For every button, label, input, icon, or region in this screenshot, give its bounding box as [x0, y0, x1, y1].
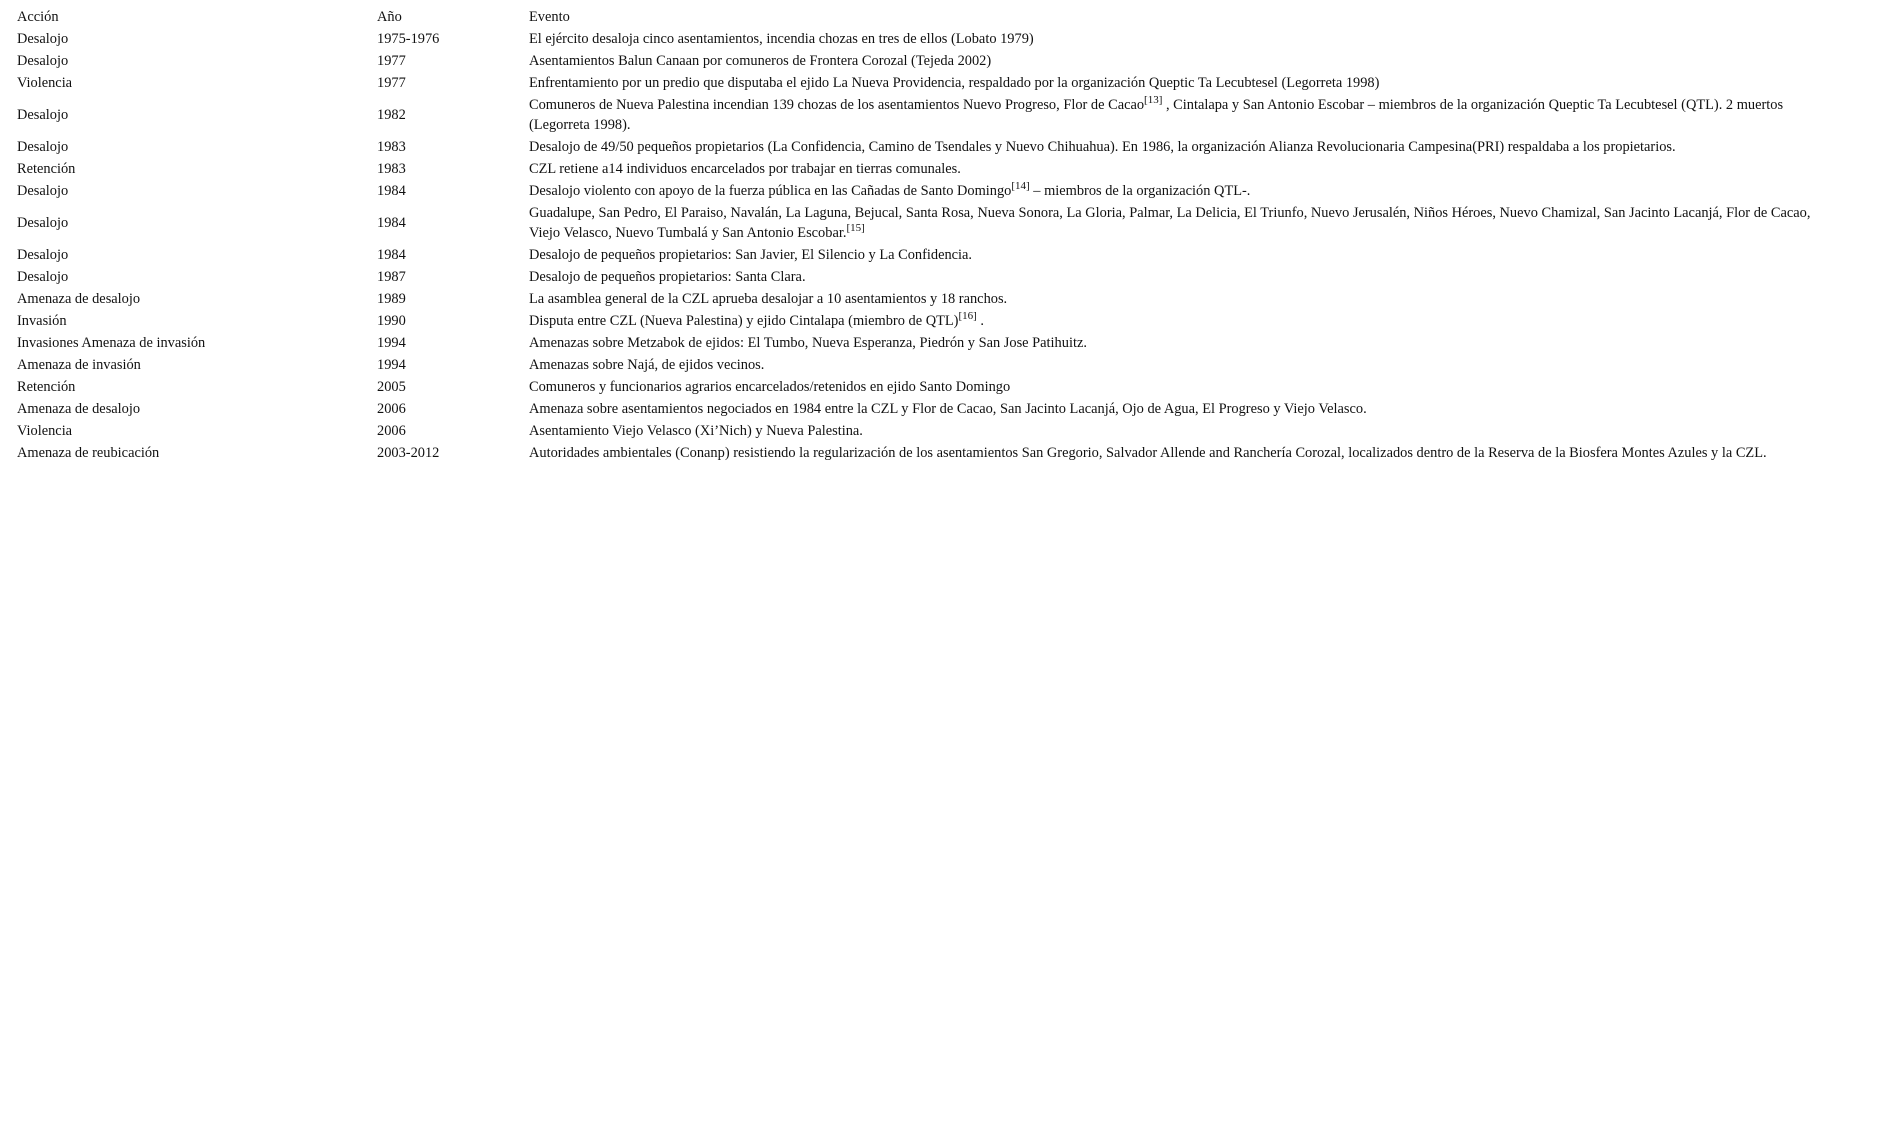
- cell-accion: Invasiones Amenaza de invasión: [17, 335, 206, 351]
- cell-evento: [525, 136, 1823, 158]
- table-row: [13, 94, 1823, 136]
- cell-anio: 2003-2012: [377, 445, 440, 461]
- cell-accion: Desalojo: [17, 215, 69, 231]
- table-row: [13, 158, 1823, 180]
- cell-accion: Desalojo: [17, 139, 69, 155]
- cell-accion: Amenaza de reubicación: [17, 445, 160, 461]
- evento-text: Desalojo de pequeños propietarios: Santa Clara.: [529, 269, 806, 285]
- cell-accion: Retención: [17, 379, 76, 395]
- cell-anio: 1983: [377, 161, 406, 177]
- evento-text: Enfrentamiento por un predio que disputaba el ejido La Nueva Providencia, respaldado por la organización Queptic Ta Lecubtesel (Legorreta 1998): [529, 75, 1380, 91]
- evento-text: Desalojo de 49/50 pequeños propietarios (La Confidencia, Camino de Tsendales y Nuevo Chihuahua). En 1986, la organización Alianza Revolucionaria Campesina(PRI) respaldaba a los propietarios.: [529, 139, 1676, 155]
- cell-accion: Desalojo: [17, 53, 69, 69]
- evento-text: Autoridades ambientales (Conanp) resistiendo la regularización de los asentamientos San Gregorio, Salvador Allende and Ranchería Corozal, localizados dentro de la Reserva de la Biosfera Montes Azules y la CZL.: [529, 445, 1767, 461]
- cell-accion: Amenaza de desalojo: [17, 401, 141, 417]
- table-row: [13, 180, 1823, 202]
- column-header-anio: Año: [377, 9, 402, 25]
- cell-accion: Desalojo: [17, 247, 69, 263]
- events-table: [13, 6, 1823, 464]
- evento-text: Disputa entre CZL (Nueva Palestina) y ejido Cintalapa (miembro de QTL): [529, 313, 959, 329]
- table-row: [13, 376, 1823, 398]
- table-row: [13, 420, 1823, 442]
- cell-accion: Amenaza de desalojo: [17, 291, 141, 307]
- cell-accion: Desalojo: [17, 31, 69, 47]
- cell-evento: [525, 288, 1823, 310]
- cell-anio: 1984: [377, 215, 406, 231]
- cell-accion: Desalojo: [17, 183, 69, 199]
- table-row: [13, 398, 1823, 420]
- cell-anio: 1975-1976: [377, 31, 440, 47]
- evento-text: Comuneros y funcionarios agrarios encarcelados/retenidos en ejido Santo Domingo: [529, 379, 1011, 395]
- table-row: [13, 136, 1823, 158]
- column-header-evento: Evento: [529, 9, 570, 25]
- cell-evento: [525, 158, 1823, 180]
- table-row: [13, 244, 1823, 266]
- evento-text: Amenaza sobre asentamientos negociados en 1984 entre la CZL y Flor de Cacao, San Jacinto Lacanjá, Ojo de Agua, El Progreso y Viejo Velasco.: [529, 401, 1367, 417]
- table-row: [13, 202, 1823, 244]
- cell-anio: 1977: [377, 75, 406, 91]
- cell-evento: [525, 94, 1823, 136]
- cell-accion: Invasión: [17, 313, 67, 329]
- evento-text: Amenazas sobre Najá, de ejidos vecinos.: [529, 357, 765, 373]
- table-row: [13, 310, 1823, 332]
- cell-evento: [525, 50, 1823, 72]
- cell-anio: 1989: [377, 291, 406, 307]
- table-body: [13, 28, 1823, 464]
- cell-evento: [525, 398, 1823, 420]
- cell-anio: 2006: [377, 401, 406, 417]
- evento-text: El ejército desaloja cinco asentamientos, incendia chozas en tres de ellos (Lobato 1979): [529, 31, 1034, 47]
- cell-accion: Retención: [17, 161, 76, 177]
- cell-accion: Amenaza de invasión: [17, 357, 141, 373]
- cell-accion: Violencia: [17, 423, 73, 439]
- table-row: [13, 354, 1823, 376]
- reference-link[interactable]: [15]: [846, 222, 865, 235]
- cell-evento: [525, 28, 1823, 50]
- cell-evento: [525, 376, 1823, 398]
- cell-evento: [525, 244, 1823, 266]
- cell-evento: [525, 354, 1823, 376]
- cell-anio: 1983: [377, 139, 406, 155]
- column-header-accion: Acción: [17, 9, 59, 25]
- evento-text: .: [976, 313, 984, 329]
- cell-anio: 2005: [377, 379, 406, 395]
- table-row: [13, 442, 1823, 464]
- cell-anio: 2006: [377, 423, 406, 439]
- cell-anio: 1984: [377, 247, 406, 263]
- table-row: [13, 50, 1823, 72]
- reference-link[interactable]: [14]: [1011, 180, 1030, 193]
- cell-anio: 1987: [377, 269, 406, 285]
- cell-evento: [525, 72, 1823, 94]
- evento-text: CZL retiene a14 individuos encarcelados por trabajar en tierras comunales.: [529, 161, 961, 177]
- cell-anio: 1994: [377, 357, 406, 373]
- cell-evento: [525, 310, 1823, 332]
- cell-anio: 1982: [377, 107, 406, 123]
- evento-text: Amenazas sobre Metzabok de ejidos: El Tumbo, Nueva Esperanza, Piedrón y San Jose Patihuitz.: [529, 335, 1087, 351]
- cell-evento: [525, 332, 1823, 354]
- cell-anio: 1990: [377, 313, 406, 329]
- cell-anio: 1994: [377, 335, 406, 351]
- cell-accion: Desalojo: [17, 107, 69, 123]
- evento-text: Asentamiento Viejo Velasco (Xi’Nich) y Nueva Palestina.: [529, 423, 863, 439]
- table-row: [13, 332, 1823, 354]
- cell-accion: Desalojo: [17, 269, 69, 285]
- cell-evento: [525, 202, 1823, 244]
- evento-text: La asamblea general de la CZL aprueba desalojar a 10 asentamientos y 18 ranchos.: [529, 291, 1008, 307]
- evento-text: Comuneros de Nueva Palestina incendian 139 chozas de los asentamientos Nuevo Progreso, Flor de Cacao: [529, 97, 1145, 113]
- evento-text: Desalojo violento con apoyo de la fuerza pública en las Cañadas de Santo Domingo: [529, 183, 1012, 199]
- table-row: [13, 28, 1823, 50]
- cell-evento: [525, 266, 1823, 288]
- cell-anio: 1984: [377, 183, 406, 199]
- cell-anio: 1977: [377, 53, 406, 69]
- table-row: [13, 72, 1823, 94]
- reference-link[interactable]: [13]: [1144, 94, 1163, 107]
- cell-evento: [525, 180, 1823, 202]
- table-header-row: [13, 6, 1823, 28]
- evento-text: Asentamientos Balun Canaan por comuneros de Frontera Corozal (Tejeda 2002): [529, 53, 992, 69]
- cell-evento: [525, 420, 1823, 442]
- table-row: [13, 288, 1823, 310]
- cell-accion: Violencia: [17, 75, 73, 91]
- cell-evento: [525, 442, 1823, 464]
- reference-link[interactable]: [16]: [958, 310, 977, 323]
- table-row: [13, 266, 1823, 288]
- evento-text: – miembros de la organización QTL-.: [1029, 183, 1251, 199]
- evento-text: , Cintalapa y San Antonio Escobar – miembros de la organización Queptic Ta Lecubtesel (QTL). 2 muertos (Legorreta 1998).: [529, 97, 1784, 133]
- evento-text: Guadalupe, San Pedro, El Paraiso, Navalán, La Laguna, Bejucal, Santa Rosa, Nueva Sonora, La Gloria, Palmar, La Delicia, El Triunfo, Nuevo Jerusalén, Niños Héroes, Nuevo Chamizal, San Jacinto Lacanjá, Flor de Cacao, Viejo Velasco, Nuevo Tumbalá y San Antonio Escobar.: [529, 205, 1811, 241]
- evento-text: Desalojo de pequeños propietarios: San Javier, El Silencio y La Confidencia.: [529, 247, 973, 263]
